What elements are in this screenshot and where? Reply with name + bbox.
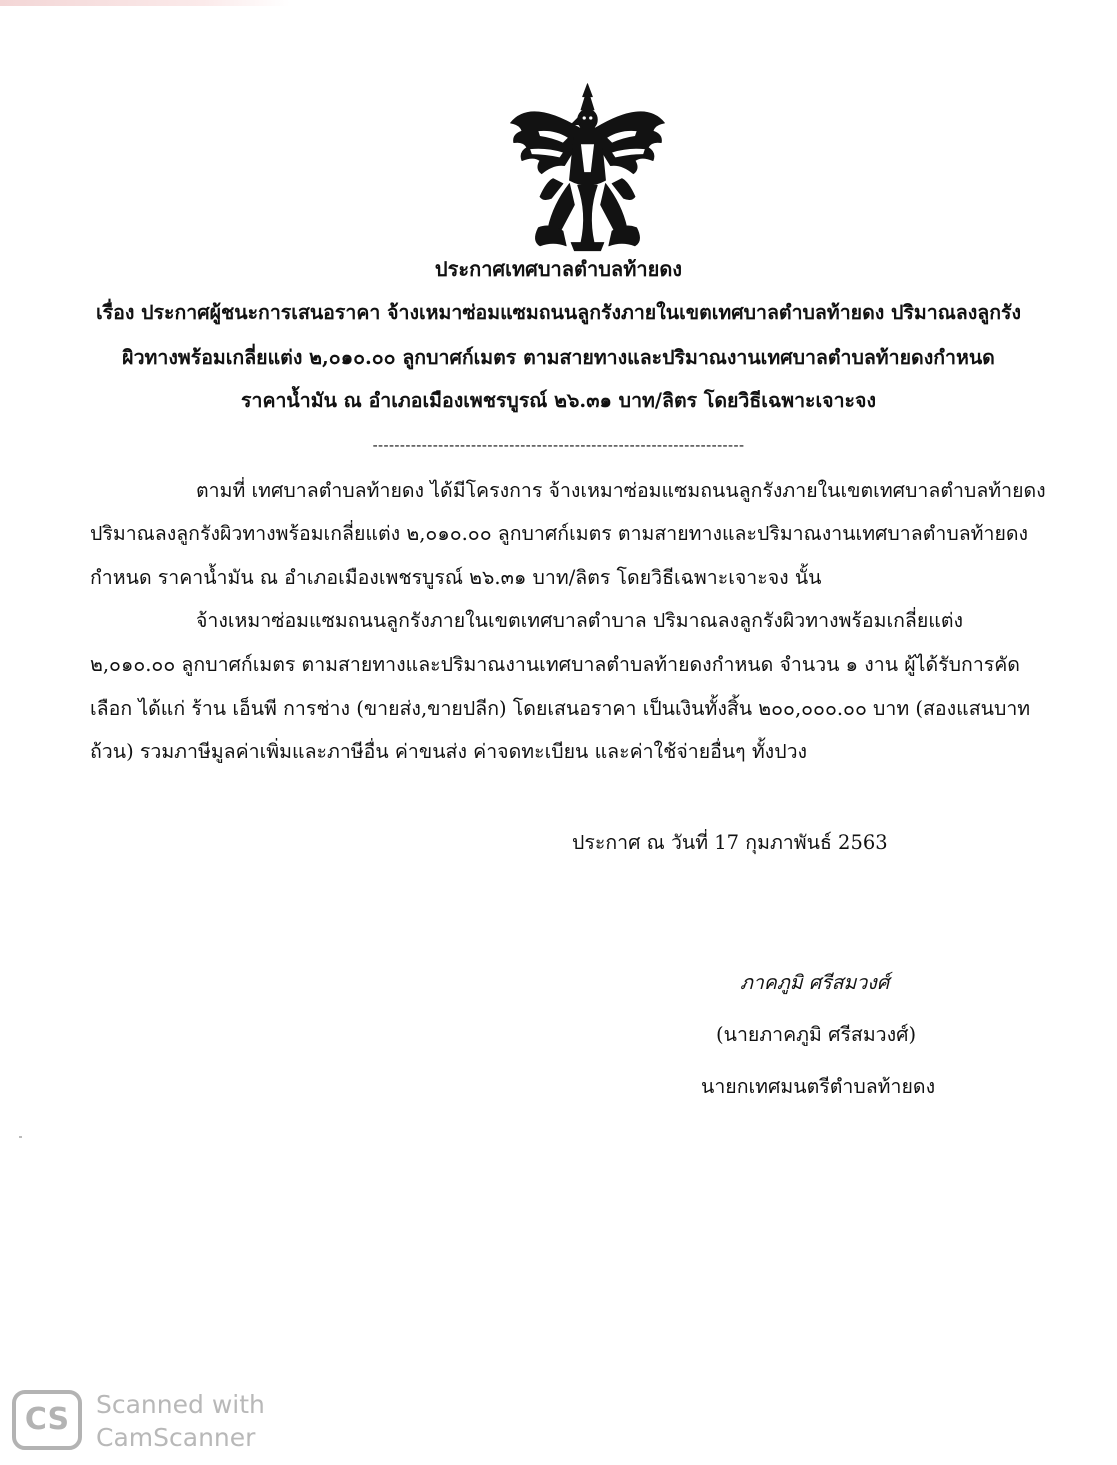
signature: ภาคภูมิ ศรีสมวงศ์: [740, 971, 890, 994]
body-line-1: ตามที่ เทศบาลตำบลท้ายดง ได้มีโครงการ จ้างเหมาซ่อมแซมถนนลูกรังภายในเขตเทศบาลตำบลท้ายดง: [196, 479, 1046, 502]
camscanner-logo-icon: CS: [12, 1390, 82, 1450]
body-line-7: ถ้วน) รวมภาษีมูลค่าเพิ่มและภาษีอื่น ค่าขนส่ง ค่าจดทะเบียน และค่าใช้จ่ายอื่นๆ ทั้งปวง: [90, 740, 808, 763]
body-line-3: กำหนด ราคาน้ำมัน ณ อำเภอเมืองเพชรบูรณ์ ๒๖.๓๑ บาท/ลิตร โดยวิธีเฉพาะเจาะจง นั้น: [90, 566, 822, 589]
body-line-6: เลือก ได้แก่ ร้าน เอ็นพี การช่าง (ขายส่ง,ขายปลีก) โดยเสนอราคา เป็นเงินทั้งสิ้น ๒๐๐,๐๐๐.๐๐ บาท (สองแสนบาท: [90, 697, 1031, 720]
document-title: ประกาศเทศบาลตำบลท้ายดง: [434, 257, 683, 281]
body-line-4: จ้างเหมาซ่อมแซมถนนลูกรังภายในเขตเทศบาลตำบาล ปริมาณลงลูกรังผิวทางพร้อมเกลี่ยแต่ง: [196, 609, 964, 632]
garuda-emblem-icon: [505, 82, 670, 254]
scan-edge-smudge: [0, 0, 290, 6]
body-line-2: ปริมาณลงลูกรังผิวทางพร้อมเกลี่ยแต่ง ๒,๐๑๐.๐๐ ลูกบาศก์เมตร ตามสายทางและปริมาณงานเทศบาลตำบลท้ายดง: [90, 522, 1029, 545]
scan-speck: [19, 1136, 22, 1138]
subject-line-3: ราคาน้ำมัน ณ อำเภอเมืองเพชรบูรณ์ ๒๖.๓๑ บาท/ลิตร โดยวิธีเฉพาะเจาะจง: [241, 389, 876, 412]
camscanner-watermark: [12, 1388, 312, 1452]
signer-position: นายกเทศมนตรีตำบลท้ายดง: [701, 1075, 936, 1098]
watermark-line-1: Scanned with: [96, 1390, 265, 1419]
subject-line-1: เรื่อง ประกาศผู้ชนะการเสนอราคา จ้างเหมาซ่อมแซมถนนลูกรังภายในเขตเทศบาลตำบลท้ายดง ปริมาณลงลูกรัง: [95, 301, 1022, 324]
signer-full-name: (นายภาคภูมิ ศรีสมวงศ์): [716, 1023, 917, 1046]
announcement-date: ประกาศ ณ วันที่ 17 กุมภาพันธ์ 2563: [572, 831, 888, 854]
watermark-line-2: CamScanner: [96, 1423, 256, 1452]
body-line-5: ๒,๐๑๐.๐๐ ลูกบาศก์เมตร ตามสายทางและปริมาณงานเทศบาลตำบลท้ายดงกำหนด จำนวน ๑ งาน ผู้ได้รับการคัด: [90, 653, 1020, 676]
watermark-text: [96, 1388, 265, 1454]
section-divider: --------------------------------------------------------------------: [372, 436, 745, 454]
subject-line-2: ผิวทางพร้อมเกลี่ยแต่ง ๒,๐๑๐.๐๐ ลูกบาศก์เมตร ตามสายทางและปริมาณงานเทศบาลตำบลท้ายดงกำหนด: [122, 346, 995, 369]
